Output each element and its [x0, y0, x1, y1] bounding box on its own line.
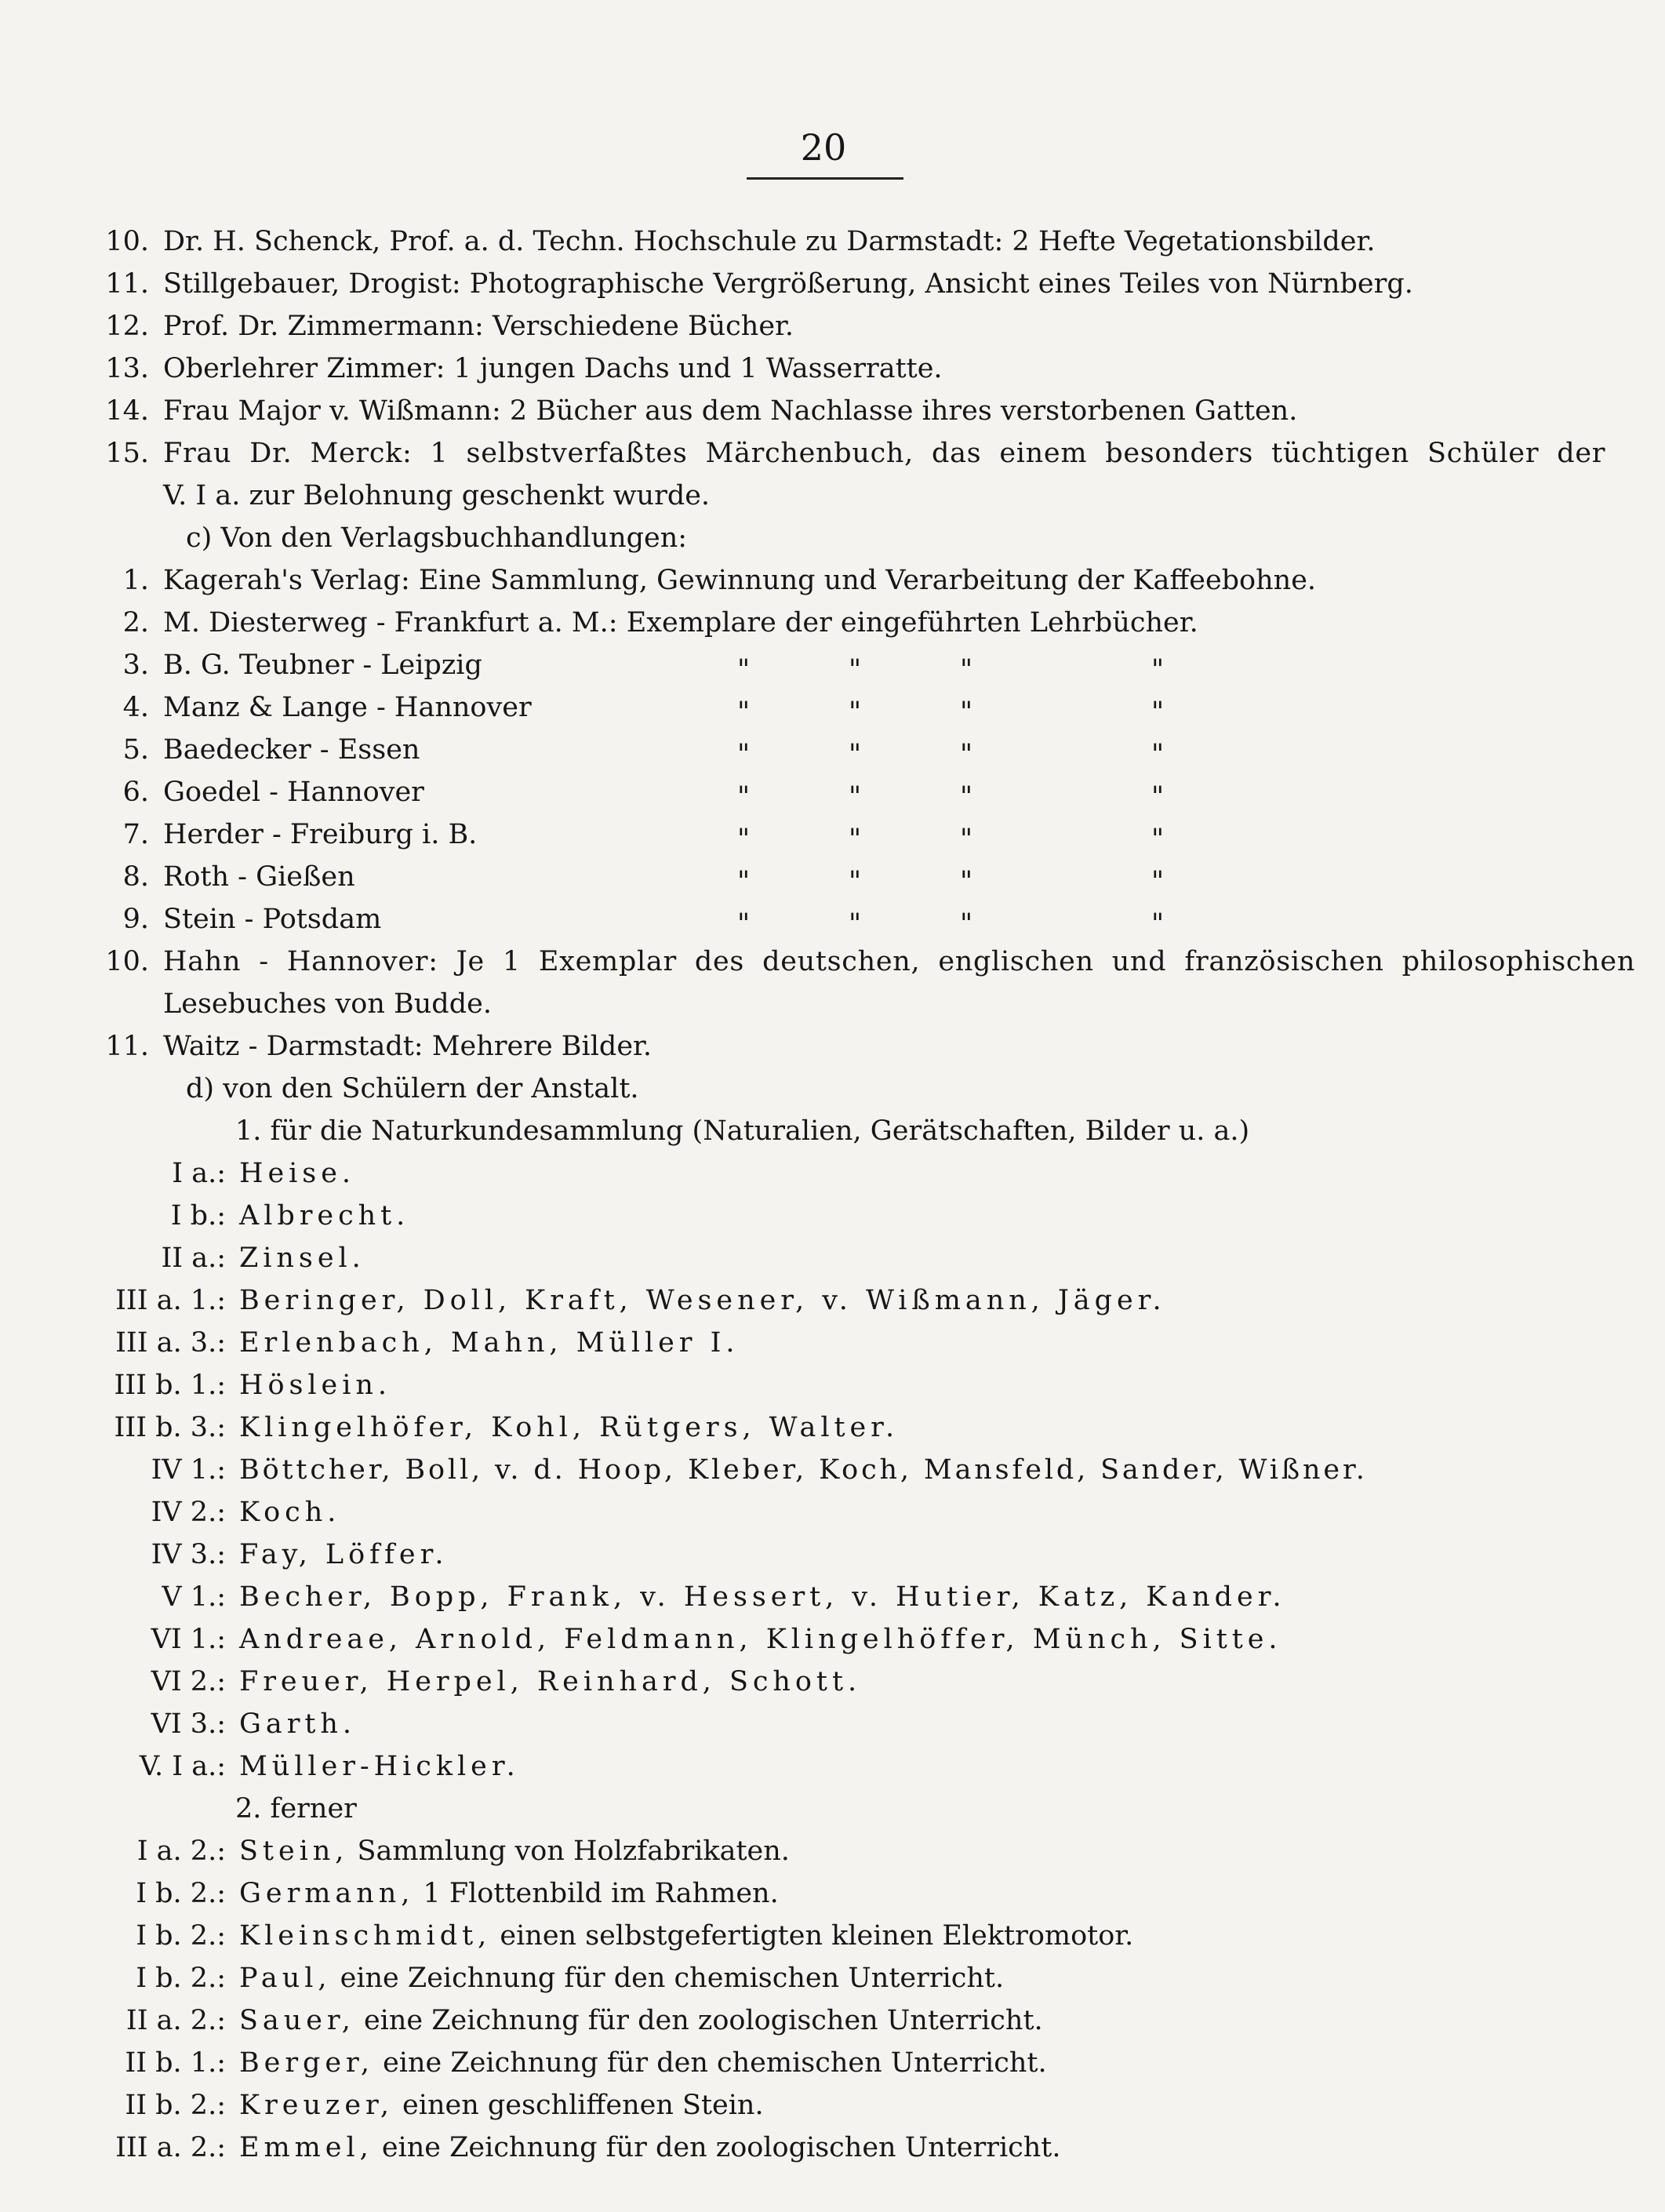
ditto-mark: "	[848, 739, 862, 770]
ditto-mark: "	[959, 739, 973, 770]
pupil-name: Stein,	[239, 1835, 349, 1867]
donation-text: eine Zeichnung für den zoologischen Unterricht.	[381, 2132, 1061, 2163]
class-label: V. I a.:	[139, 1751, 226, 1782]
ditto-mark: "	[736, 739, 751, 770]
class-label: I b.:	[170, 1200, 226, 1232]
item-number: 7.	[122, 819, 149, 850]
ditto-mark: "	[848, 908, 862, 940]
donation-text: eine Zeichnung für den chemischen Unterricht.	[383, 2047, 1047, 2079]
item-text: Oberlehrer Zimmer: 1 jungen Dachs und 1 Wasserratte.	[163, 353, 943, 384]
item-number: 6.	[122, 777, 149, 808]
class-label: I b. 2.:	[136, 1878, 226, 1909]
item-number: 9.	[122, 904, 149, 935]
class-label: VI 2.:	[151, 1666, 226, 1697]
pupil-names: Böttcher, Boll, v. d. Hoop, Kleber, Koch, Mansfeld, Sander, Wißner.	[239, 1454, 1368, 1486]
donation-text: eine Zeichnung für den zoologischen Unterricht.	[363, 2005, 1043, 2036]
item-number: 8.	[122, 861, 149, 893]
ditto-mark: "	[959, 697, 973, 728]
donation-text: Sammlung von Holzfabrikaten.	[357, 1835, 790, 1867]
item-number: 12.	[105, 311, 149, 342]
class-label: VI 3.:	[151, 1708, 226, 1740]
pupil-names: Klingelhöfer, Kohl, Rütgers, Walter.	[239, 1412, 900, 1443]
ditto-mark: "	[1151, 866, 1165, 897]
class-label: IV 2.:	[151, 1497, 226, 1528]
class-label: II a.:	[161, 1242, 226, 1274]
class-label: IV 3.:	[151, 1539, 226, 1570]
class-label: III a. 3.:	[115, 1327, 226, 1359]
item-text: M. Diesterweg - Frankfurt a. M.: Exemplare der eingeführten Lehrbücher.	[163, 607, 1198, 638]
ditto-mark: "	[959, 866, 973, 897]
item-text: Goedel - Hannover	[163, 777, 424, 808]
item-text: Dr. H. Schenck, Prof. a. d. Techn. Hochschule zu Darmstadt: 2 Hefte Vegetationsbilder.	[163, 226, 1376, 257]
item-number: 14.	[105, 395, 149, 427]
ditto-mark: "	[1151, 697, 1165, 728]
item-text: Waitz - Darmstadt: Mehrere Bilder.	[163, 1031, 653, 1062]
ditto-mark: "	[736, 824, 751, 855]
ditto-mark: "	[848, 824, 862, 855]
item-text-continuation: V. I a. zur Belohnung geschenkt wurde.	[163, 480, 711, 511]
item-text-continuation: Lesebuches von Budde.	[163, 988, 492, 1020]
ditto-mark: "	[736, 866, 751, 897]
class-label: II a. 2.:	[125, 2005, 226, 2036]
class-label: II b. 2.:	[125, 2090, 226, 2121]
ditto-mark: "	[1151, 908, 1165, 940]
pupil-name: Germann,	[239, 1878, 415, 1909]
pupil-name: Emmel,	[239, 2132, 373, 2163]
item-text: Frau Dr. Merck: 1 selbstverfaßtes Märchenbuch, das einem besonders tüchtigen Schüler der	[163, 438, 1606, 469]
ditto-mark: "	[736, 908, 751, 940]
pupil-names: Heise.	[239, 1158, 355, 1189]
donation-text: eine Zeichnung für den chemischen Unterricht.	[340, 1963, 1005, 1994]
pupil-names: Erlenbach, Mahn, Müller I.	[239, 1327, 740, 1359]
item-number: 5.	[122, 734, 149, 766]
item-text: B. G. Teubner - Leipzig	[163, 649, 482, 681]
ditto-mark: "	[1151, 824, 1165, 855]
class-label: III b. 3.:	[114, 1412, 226, 1443]
class-label: III b. 1.:	[114, 1370, 226, 1401]
class-label: I b. 2.:	[136, 1963, 226, 1994]
class-label: I a. 2.:	[136, 1835, 226, 1867]
ditto-mark: "	[848, 697, 862, 728]
class-label: I b. 2.:	[136, 1920, 226, 1952]
donation-text: 1 Flottenbild im Rahmen.	[423, 1878, 779, 1909]
ditto-mark: "	[848, 654, 862, 686]
item-number: 10.	[105, 946, 149, 977]
section-d-sub2: 2. ferner	[235, 1793, 357, 1825]
item-number: 13.	[105, 353, 149, 384]
class-label: VI 1.:	[151, 1624, 226, 1655]
section-c-heading: c) Von den Verlagsbuchhandlungen:	[186, 522, 688, 554]
item-text: Frau Major v. Wißmann: 2 Bücher aus dem Nachlasse ihres verstorbenen Gatten.	[163, 395, 1298, 427]
item-text: Kagerah's Verlag: Eine Sammlung, Gewinnung und Verarbeitung der Kaffeebohne.	[163, 565, 1317, 596]
pupil-names: Freuer, Herpel, Reinhard, Schott.	[239, 1666, 862, 1697]
item-number: 11.	[105, 268, 149, 300]
page-number: 20	[800, 126, 847, 169]
pupil-names: Höslein.	[239, 1370, 391, 1401]
pupil-names: Beringer, Doll, Kraft, Wesener, v. Wißmann, Jäger.	[239, 1285, 1166, 1316]
pupil-name: Kreuzer,	[239, 2090, 394, 2121]
pupil-names: Albrecht.	[239, 1200, 410, 1232]
ditto-mark: "	[959, 908, 973, 940]
item-number: 4.	[122, 692, 149, 723]
ditto-mark: "	[959, 654, 973, 686]
item-number: 2.	[122, 607, 149, 638]
class-label: III a. 1.:	[115, 1285, 226, 1316]
ditto-mark: "	[1151, 739, 1165, 770]
pupil-name: Sauer,	[239, 2005, 355, 2036]
pupil-names: Müller-Hickler.	[239, 1751, 520, 1782]
class-label: V 1.:	[162, 1581, 226, 1613]
item-number: 11.	[105, 1031, 149, 1062]
item-number: 1.	[122, 565, 149, 596]
ditto-mark: "	[1151, 654, 1165, 686]
item-text: Baedecker - Essen	[163, 734, 420, 766]
ditto-mark: "	[959, 824, 973, 855]
item-text: Roth - Gießen	[163, 861, 355, 893]
pupil-names: Fay, Löffer.	[239, 1539, 449, 1570]
item-number: 10.	[105, 226, 149, 257]
section-d-sub1: 1. für die Naturkundesammlung (Naturalien, Gerätschaften, Bilder u. a.)	[235, 1115, 1250, 1147]
item-text: Herder - Freiburg i. B.	[163, 819, 478, 850]
ditto-mark: "	[736, 654, 751, 686]
ditto-mark: "	[1151, 781, 1165, 813]
pupil-names: Koch.	[239, 1497, 341, 1528]
donation-text: einen selbstgefertigten kleinen Elektromotor.	[500, 1920, 1134, 1952]
pupil-name: Berger,	[239, 2047, 374, 2079]
class-label: IV 1.:	[151, 1454, 226, 1486]
pupil-names: Zinsel.	[239, 1242, 365, 1274]
ditto-mark: "	[959, 781, 973, 813]
pupil-name: Paul,	[239, 1963, 332, 1994]
ditto-mark: "	[736, 781, 751, 813]
item-text: Prof. Dr. Zimmermann: Verschiedene Bücher.	[163, 311, 794, 342]
donation-text: einen geschliffenen Stein.	[402, 2090, 764, 2121]
class-label: III a. 2.:	[115, 2132, 226, 2163]
item-number: 3.	[122, 649, 149, 681]
item-text: Stein - Potsdam	[163, 904, 382, 935]
ditto-mark: "	[848, 866, 862, 897]
item-text: Manz & Lange - Hannover	[163, 692, 532, 723]
pupil-name: Kleinschmidt,	[239, 1920, 492, 1952]
class-label: I a.:	[172, 1158, 226, 1189]
pupil-names: Becher, Bopp, Frank, v. Hessert, v. Hutier, Katz, Kander.	[239, 1581, 1286, 1613]
pupil-names: Andreae, Arnold, Feldmann, Klingelhöffer, Münch, Sitte.	[239, 1624, 1282, 1655]
ditto-mark: "	[848, 781, 862, 813]
pupil-names: Garth.	[239, 1708, 356, 1740]
item-number: 15.	[105, 438, 149, 469]
page-number-rule	[747, 177, 903, 180]
section-d-heading: d) von den Schülern der Anstalt.	[186, 1073, 639, 1104]
class-label: II b. 1.:	[125, 2047, 226, 2079]
item-text: Stillgebauer, Drogist: Photographische Vergrößerung, Ansicht eines Teiles von Nürnberg.	[163, 268, 1413, 300]
item-text: Hahn - Hannover: Je 1 Exemplar des deutschen, englischen und französischen philosophischen	[163, 946, 1636, 977]
ditto-mark: "	[736, 697, 751, 728]
